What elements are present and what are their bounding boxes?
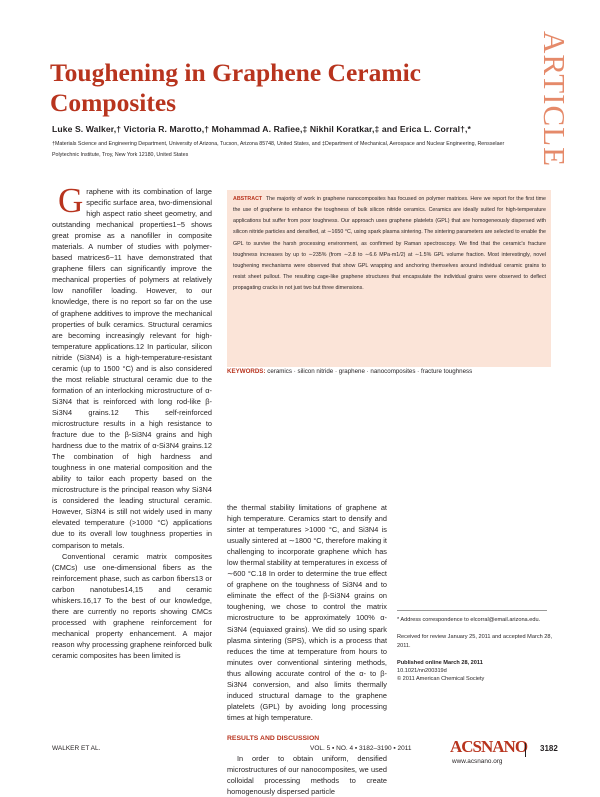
keywords-text: ceramics · silicon nitride · graphene · nanocomposites · fracture toughness xyxy=(267,368,473,375)
volume-info: VOL. 5 ▪ NO. 4 ▪ 3182–3190 ▪ 2011 xyxy=(310,745,412,752)
author-list: Luke S. Walker,† Victoria R. Marotto,† Mohammad A. Rafiee,‡ Nikhil Koratkar,‡ and Erica L. Corral†,* xyxy=(52,124,471,134)
footer-divider xyxy=(525,743,526,757)
abstract xyxy=(233,194,546,294)
body-column-1 xyxy=(52,181,212,661)
correspondence-note: * Address correspondence to elcorral@email.arizona.edu. xyxy=(397,617,541,623)
intro-paragraph-1: raphene with its combination of large specific surface area, two-dimensional high aspect ratio sheet geometry, and outstanding mechanical properties1−5 shows great promise as a nanofiller in composite materials. A number of studies with polymer-based matrices6−11 have demonstrated that graphene fillers can significantly improve the mechanical properties of polymers at relatively low nanofiller loading. However, to our knowledge, there is no report so far on the use of graphene additives to improve the mechanical properties of bulk ceramics. Structural ceramics are becoming increasingly relevant for high-temperature applications.12 In particular, silicon nitride (Si3N4) is a high-temperature-resistant ceramic (up to 1500 °C) and is also considered the most reliable structural ceramic due to the formation of an interlocking microstructure of α-Si3N4 that is reinforced with long rod-like β-Si3N4 grains.12 This self-reinforced microstructure results in a high resistance to fracture due to the β-Si3N4 grains and high hardness due to the matrix of α-Si3N4 grains.12 The combination of high hardness and toughness in one material composition and the ability to tailor each property based on the microstructure is the principal reason why Si3N4 is considered the leading structural ceramic. However, Si3N4 is still not widely used in many elevated temperature (>1000 °C) applications due to its overall low toughness properties in comparison to metals. xyxy=(52,187,212,550)
keywords-label: KEYWORDS: xyxy=(227,368,266,375)
journal-logo: ACSNANO xyxy=(450,737,528,756)
received-dates: Received for review January 25, 2011 and accepted March 28, 2011. xyxy=(397,634,553,649)
journal-url[interactable]: www.acsnano.org xyxy=(452,758,503,765)
page-number: 3182 xyxy=(540,744,558,753)
section-tag xyxy=(534,30,574,168)
abstract-label: ABSTRACT xyxy=(233,196,263,202)
running-head: WALKER ET AL. xyxy=(52,745,101,752)
abstract-text: The majority of work in graphene nanocomposites has focused on polymer matrices. Here we report for the first time the use of graphene to enhance the toughness of bulk silicon nitride ceramics. Ceramics are ideally suited for high-temperature applications but suffer from poor toughness. Our approach uses graphene platelets (GPL) that are homogeneously dispersed with silicon nitride particles and densified, at ∼1650 °C, using spark plasma sintering. The sintering parameters are selected to enable the GPL to survive the harsh processing environment, as confirmed by Raman spectroscopy. We find that the ceramic's fracture toughness increases by up to ∼235% (from ∼2.8 to ∼6.6 MPa·m1/2) at ∼1.5% GPL volume fraction. Most interestingly, novel toughening mechanisms were observed that show GPL wrapping and anchoring themselves around individual ceramic grains to resist sheet pullout. The resulting cage-like graphene structures that encapsulate the individual grains were observed to deflect propagating cracks in not just two but three dimensions. xyxy=(233,196,546,292)
published-date: Published online March 28, 2011 xyxy=(397,659,483,666)
affiliations: †Materials Science and Engineering Department, University of Arizona, Tucson, Arizona 85748, United States, and ‡Department of Mechanical, Aerospace and Nuclear Engineering, Rensselaer Polytechnic Institute, Troy, New York 12180, United States xyxy=(52,141,505,158)
section-heading: RESULTS AND DISCUSSION xyxy=(227,734,320,742)
article-info-column xyxy=(397,610,557,693)
copyright: © 2011 American Chemical Society xyxy=(397,676,485,683)
divider xyxy=(397,610,547,611)
doi[interactable]: 10.1021/nn200319d xyxy=(397,668,447,675)
section-tag-label: ARTICLE xyxy=(537,30,573,168)
body-paragraph-results: In order to obtain uniform, densified microstructures of our nanocomposites, we used colloidal processing methods to create homogenously dispersed particle xyxy=(227,753,387,797)
drop-cap: G xyxy=(58,181,84,220)
article-title: Toughening in Graphene Ceramic Composites xyxy=(50,58,421,117)
body-paragraph: the thermal stability limitations of graphene at high temperature. Ceramics start to densify and sinter at temperatures >1000 °C, and Si3N4 is usually sintered at ∼1800 °C, therefore making it challenging to incorporate graphene which has low thermal stability at temperatures in excess of ∼600 °C.18 In order to determine the true effect of graphene on the toughness of Si3N4 and to eliminate the effect of the β-Si3N4 grains on toughening, we chose to control the matrix microstructure to be approximately 100% α-Si3N4 (equiaxed grains). We did so using spark plasma sintering (SPS), which is a process that reduces the time at temperature from hours to minutes over conventional sintering methods, thus allowing accurate control of the α- to β-Si3N4 conversion, and also limits thermally induced structural damage to the graphene platelets (GPL) by avoiding long processing times at high temperature. xyxy=(227,503,387,722)
intro-paragraph-2: Conventional ceramic matrix composites (CMCs) use one-dimensional fibers as the reinforcement phase, such as carbon fibers13 or carbon nanotubes14,15 and ceramic whiskers.16,17 To the best of our knowledge, there are currently no reports showing CMCs processed with graphene reinforcement for mechanical property enhancement. A major reason why processing graphene reinforced bulk ceramic composites has been limited is xyxy=(52,551,212,660)
keywords xyxy=(227,367,523,377)
